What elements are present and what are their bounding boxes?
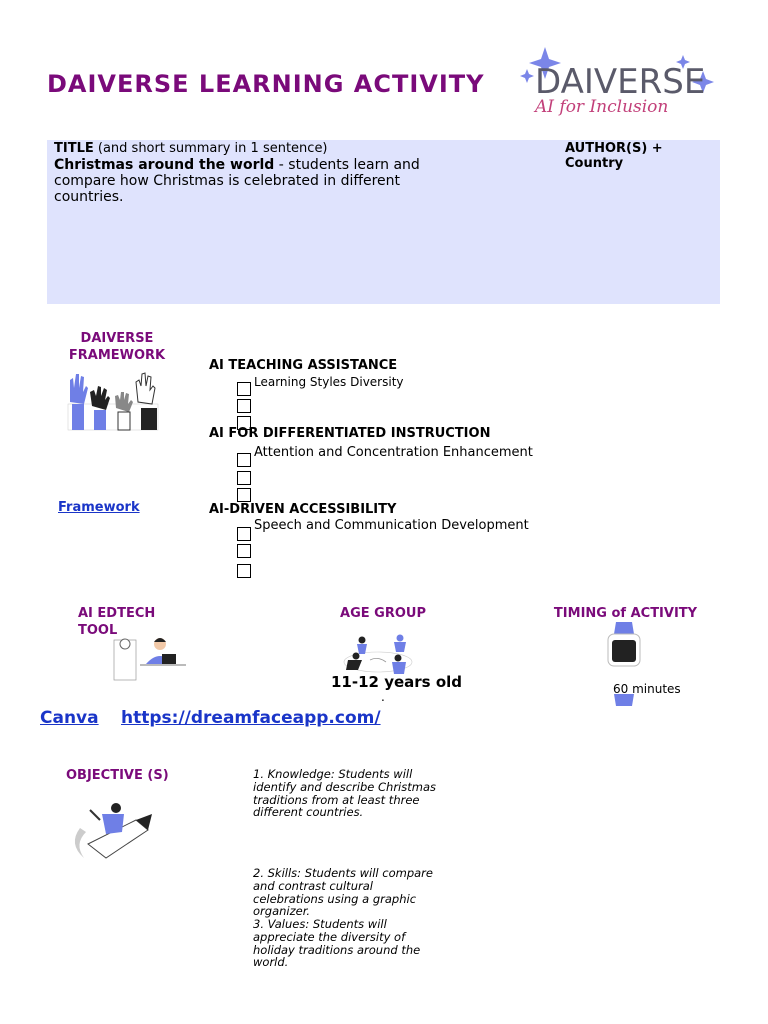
- checkbox[interactable]: [237, 382, 251, 396]
- checkbox[interactable]: [237, 544, 251, 558]
- group-accessibility-title: AI-DRIVEN ACCESSIBILITY: [209, 502, 397, 517]
- author-label: AUTHOR(S) + Country: [565, 141, 663, 171]
- timing-value: 60 minutes: [613, 682, 681, 696]
- objective-item: 3. Values: Students will appreciate the diversity of holiday traditions around the world.: [253, 917, 421, 970]
- canva-link[interactable]: Canva: [40, 708, 99, 728]
- checkbox[interactable]: [237, 527, 251, 541]
- logo-tagline: AI for Inclusion: [535, 97, 669, 117]
- person-at-computer-illustration: [110, 634, 188, 682]
- activity-summary: - students learn and compare how Christmas is celebrated in different countries.: [54, 157, 420, 205]
- title-note: (and short summary in 1 sentence): [93, 141, 328, 156]
- rocket-rider-illustration: [66, 800, 156, 870]
- group-ai-teaching-assistance-title: AI TEACHING ASSISTANCE: [209, 358, 398, 373]
- group-differentiated-instruction-title: AI FOR DIFFERENTIATED INSTRUCTION: [209, 426, 491, 441]
- age-group-value: 11-12 years old: [331, 673, 463, 691]
- age-dot: .: [381, 690, 385, 704]
- timing-heading: TIMING of ACTIVITY: [553, 606, 698, 621]
- checkbox[interactable]: [237, 453, 251, 467]
- group-2-item-label: Attention and Concentration Enhancement: [254, 445, 533, 460]
- logo-wordmark: DAIVERSE: [535, 62, 706, 102]
- dreamface-link[interactable]: https://dreamfaceapp.com/: [121, 708, 381, 728]
- title-summary: [54, 157, 444, 205]
- checkbox[interactable]: [237, 564, 251, 578]
- group-3-item-label: Speech and Communication Development: [254, 518, 529, 533]
- objectives-heading: OBJECTIVE (S): [66, 768, 169, 783]
- checkbox[interactable]: [237, 488, 251, 502]
- framework-heading: DAIVERSE FRAMEWORK: [68, 331, 166, 363]
- students-group-illustration: [340, 632, 416, 678]
- page-title: DAIVERSE LEARNING ACTIVITY: [47, 70, 485, 98]
- checkbox[interactable]: [237, 471, 251, 485]
- title-heading: [54, 141, 328, 156]
- raised-hands-illustration: [64, 368, 164, 432]
- age-group-heading: AGE GROUP: [340, 606, 426, 621]
- objective-item: 1. Knowledge: Students will identify and describe Christmas traditions from at least three different countries.: [253, 767, 436, 820]
- objective-item: 2. Skills: Students will compare and contrast cultural celebrations using a graphic organizer.: [253, 866, 433, 919]
- edtech-tool-heading: AI EDTECH TOOL: [78, 606, 156, 638]
- title-label: TITLE: [54, 141, 94, 156]
- checkbox[interactable]: [237, 399, 251, 413]
- activity-title: Christmas around the world: [54, 157, 275, 173]
- framework-link[interactable]: Framework: [58, 500, 140, 515]
- group-1-item-label: Learning Styles Diversity: [254, 375, 404, 389]
